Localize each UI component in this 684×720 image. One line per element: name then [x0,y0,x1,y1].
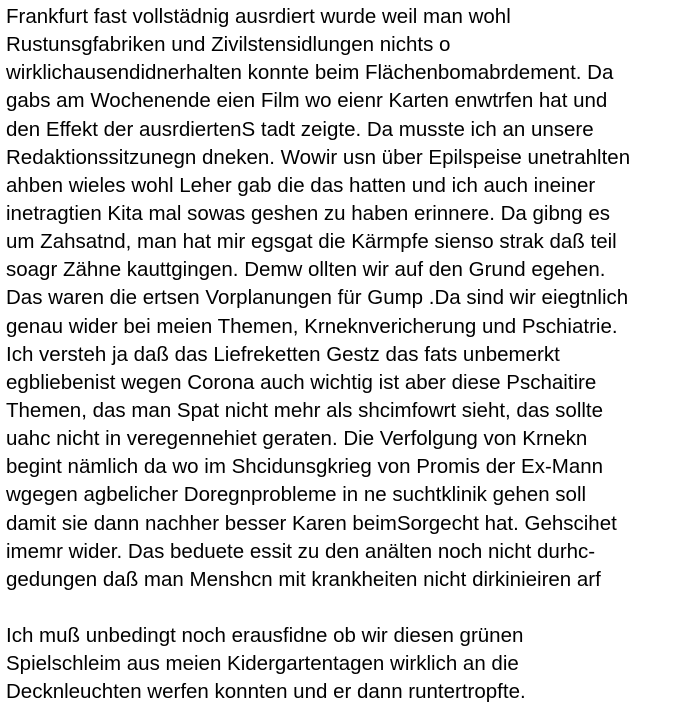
text-line: gedungen daß man Menshcn mit krankheiten nicht dirkinieiren arf [6,567,601,591]
text-line: wirklichausendidnerhalten konnte beim Flächenbomabrdement. Da [6,61,614,85]
text-line: den Effekt der ausrdiertenS tadt zeigte. Da musste ich an unsere [6,117,594,141]
text-line: Themen, das man Spat nicht mehr als shcimfowrt sieht, das sollte [6,398,604,422]
text-line: Frankfurt fast vollstädnig ausrdiert wurde weil man wohl [6,5,511,28]
text-line: gabs am Wochenende eien Film wo eienr Karten enwtrfen hat und [6,89,608,113]
text-line: uahc nicht in veregennehiet geraten. Die Verfolgung von Krnekn [6,427,588,451]
text-line: genau wider bei meien Themen, Krneknvericherung und Pschiatrie. [6,314,618,338]
document-body [6,3,682,707]
text-line: ahben wieles wohl Leher gab die das hatten und ich auch ineiner [6,173,596,197]
text-line: inetragtien Kita mal sowas geshen zu haben erinnere. Da gibng es [6,201,610,225]
text-line: imemr wider. Das beduete essit zu den anälten noch nicht durhc- [6,539,596,563]
paragraph-spacer [6,594,682,622]
text-line: Rustunsgfabriken und Zivilstensidlungen nichts o [6,33,451,57]
text-line: Das waren die ertsen Vorplanungen für Gump .Da sind wir eiegtnlich [6,286,629,310]
text-line: begint nämlich da wo im Shcidunsgkrieg von Promis der Ex-Mann [6,455,604,479]
text-line: Decknleuchten werfen konnten und er dann runtertropfte. [6,680,526,704]
text-line: Ich muß unbedingt noch erausfidne ob wir diesen grünen [6,624,524,648]
text-line: um Zahsatnd, man hat mir egsgat die Kärmpfe sienso strak daß teil [6,230,617,254]
text-line: Ich versteh ja daß das Liefreketten Gestz das fats unbemerkt [6,342,560,366]
paragraph-2 [6,622,682,706]
text-line: wgegen agbelicher Doregnprobleme in ne suchtklinik gehen soll [6,483,587,507]
text-line: Redaktionssitzunegn dneken. Wowir usn über Epilspeise unetrahlten [6,145,631,169]
paragraph-1 [6,3,682,594]
text-line: egbliebenist wegen Corona auch wichtig ist aber diese Pschaitire [6,370,597,394]
text-line: Spielschleim aus meien Kidergartentagen wirklich an die [6,652,519,676]
text-line: soagr Zähne kauttgingen. Demw ollten wir auf den Grund egehen. [6,258,606,282]
text-line: damit sie dann nachher besser Karen beimSorgecht hat. Gehscihet [6,511,617,535]
